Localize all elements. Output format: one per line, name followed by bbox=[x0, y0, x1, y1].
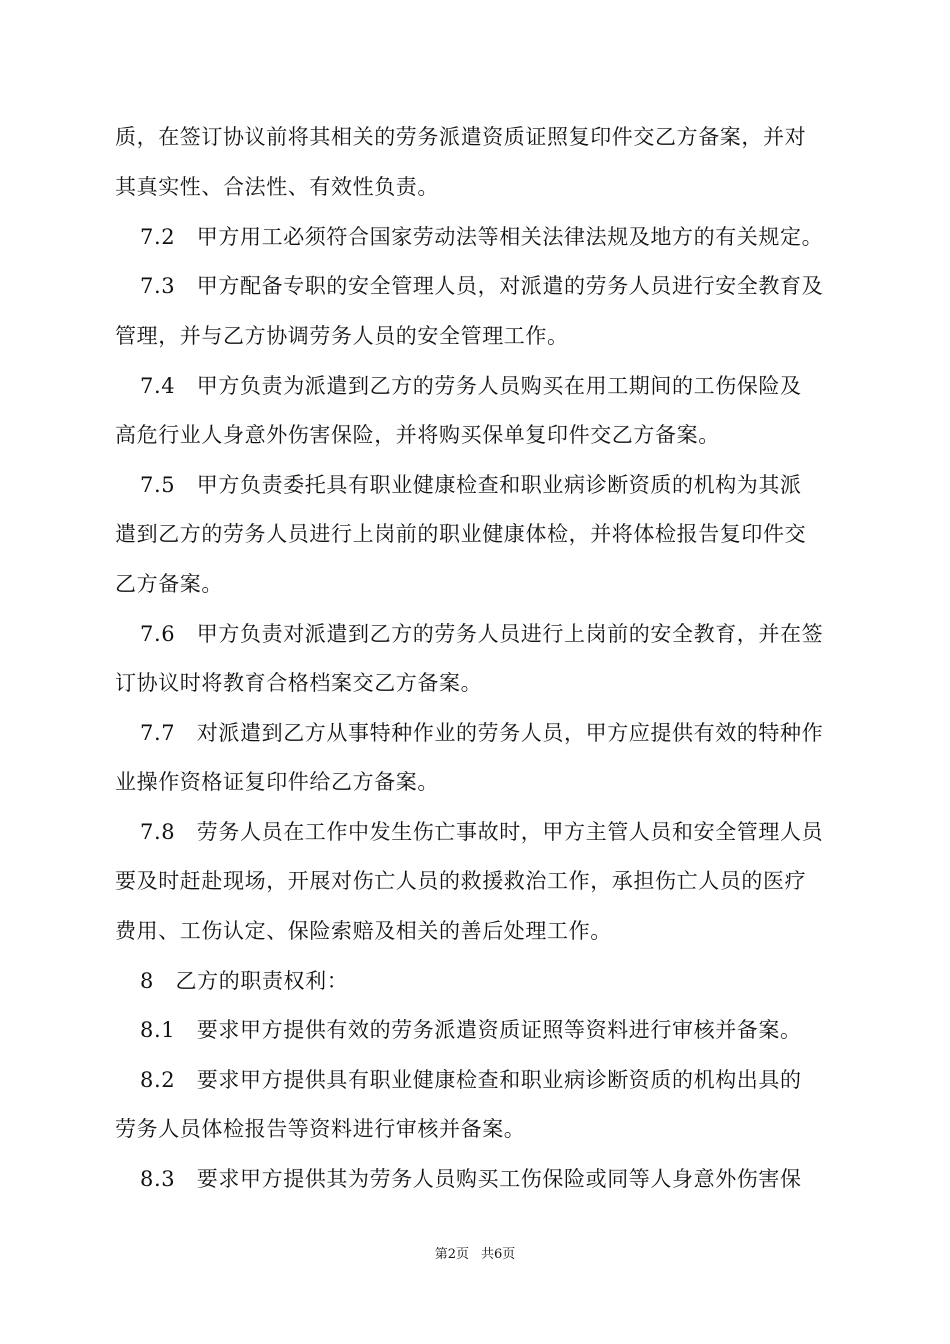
text-line: 要及时赶赴现场，开展对伤亡人员的救援救治工作，承担伤亡人员的医疗 bbox=[115, 869, 807, 893]
clause-8-2: 8.2 要求甲方提供具有职业健康检查和职业病诊断资质的机构出具的 bbox=[140, 1068, 802, 1092]
page-number-total: 共6页 bbox=[481, 1247, 516, 1262]
clause-7-5: 7.5 甲方负责委托具有职业健康检查和职业病诊断资质的机构为其派 bbox=[140, 473, 802, 497]
text-line: 高危行业人身意外伤害保险，并将购买保单复印件交乙方备案。 bbox=[115, 423, 720, 447]
clause-7-4: 7.4 甲方负责为派遣到乙方的劳务人员购买在用工期间的工伤保险及 bbox=[140, 374, 802, 398]
text-line: 业操作资格证复印件给乙方备案。 bbox=[115, 770, 439, 794]
section-8-heading: 8 乙方的职责权利： bbox=[140, 969, 349, 993]
text-line: 订协议时将教育合格档案交乙方备案。 bbox=[115, 671, 483, 695]
text-line: 乙方备案。 bbox=[115, 572, 223, 596]
clause-7-6: 7.6 甲方负责对派遣到乙方的劳务人员进行上岗前的安全教育，并在签 bbox=[140, 622, 824, 646]
text-line: 管理，并与乙方协调劳务人员的安全管理工作。 bbox=[115, 324, 569, 348]
clause-7-7: 7.7 对派遣到乙方从事特种作业的劳务人员，甲方应提供有效的特种作 bbox=[140, 721, 824, 745]
text-line: 其真实性、合法性、有效性负责。 bbox=[115, 175, 439, 199]
clause-8-3: 8.3 要求甲方提供其为劳务人员购买工伤保险或同等人身意外伤害保 bbox=[140, 1167, 802, 1191]
clause-7-8: 7.8 劳务人员在工作中发生伤亡事故时，甲方主管人员和安全管理人员 bbox=[140, 820, 824, 844]
page-number-current: 第2页 bbox=[434, 1247, 469, 1262]
text-line: 劳务人员体检报告等资料进行审核并备案。 bbox=[115, 1117, 526, 1141]
text-line: 遣到乙方的劳务人员进行上岗前的职业健康体检，并将体检报告复印件交 bbox=[115, 522, 807, 546]
text-line: 费用、工伤认定、保险索赔及相关的善后处理工作。 bbox=[115, 919, 612, 943]
text-line: 质，在签订协议前将其相关的劳务派遣资质证照复印件交乙方备案，并对 bbox=[115, 125, 807, 149]
clause-7-3: 7.3 甲方配备专职的安全管理人员，对派遣的劳务人员进行安全教育及 bbox=[140, 274, 824, 298]
clause-7-2: 7.2 甲方用工必须符合国家劳动法等相关法律法规及地方的有关规定。 bbox=[140, 225, 824, 249]
clause-8-1: 8.1 要求甲方提供有效的劳务派遣资质证照等资料进行审核并备案。 bbox=[140, 1018, 802, 1042]
page-footer bbox=[0, 1246, 950, 1264]
